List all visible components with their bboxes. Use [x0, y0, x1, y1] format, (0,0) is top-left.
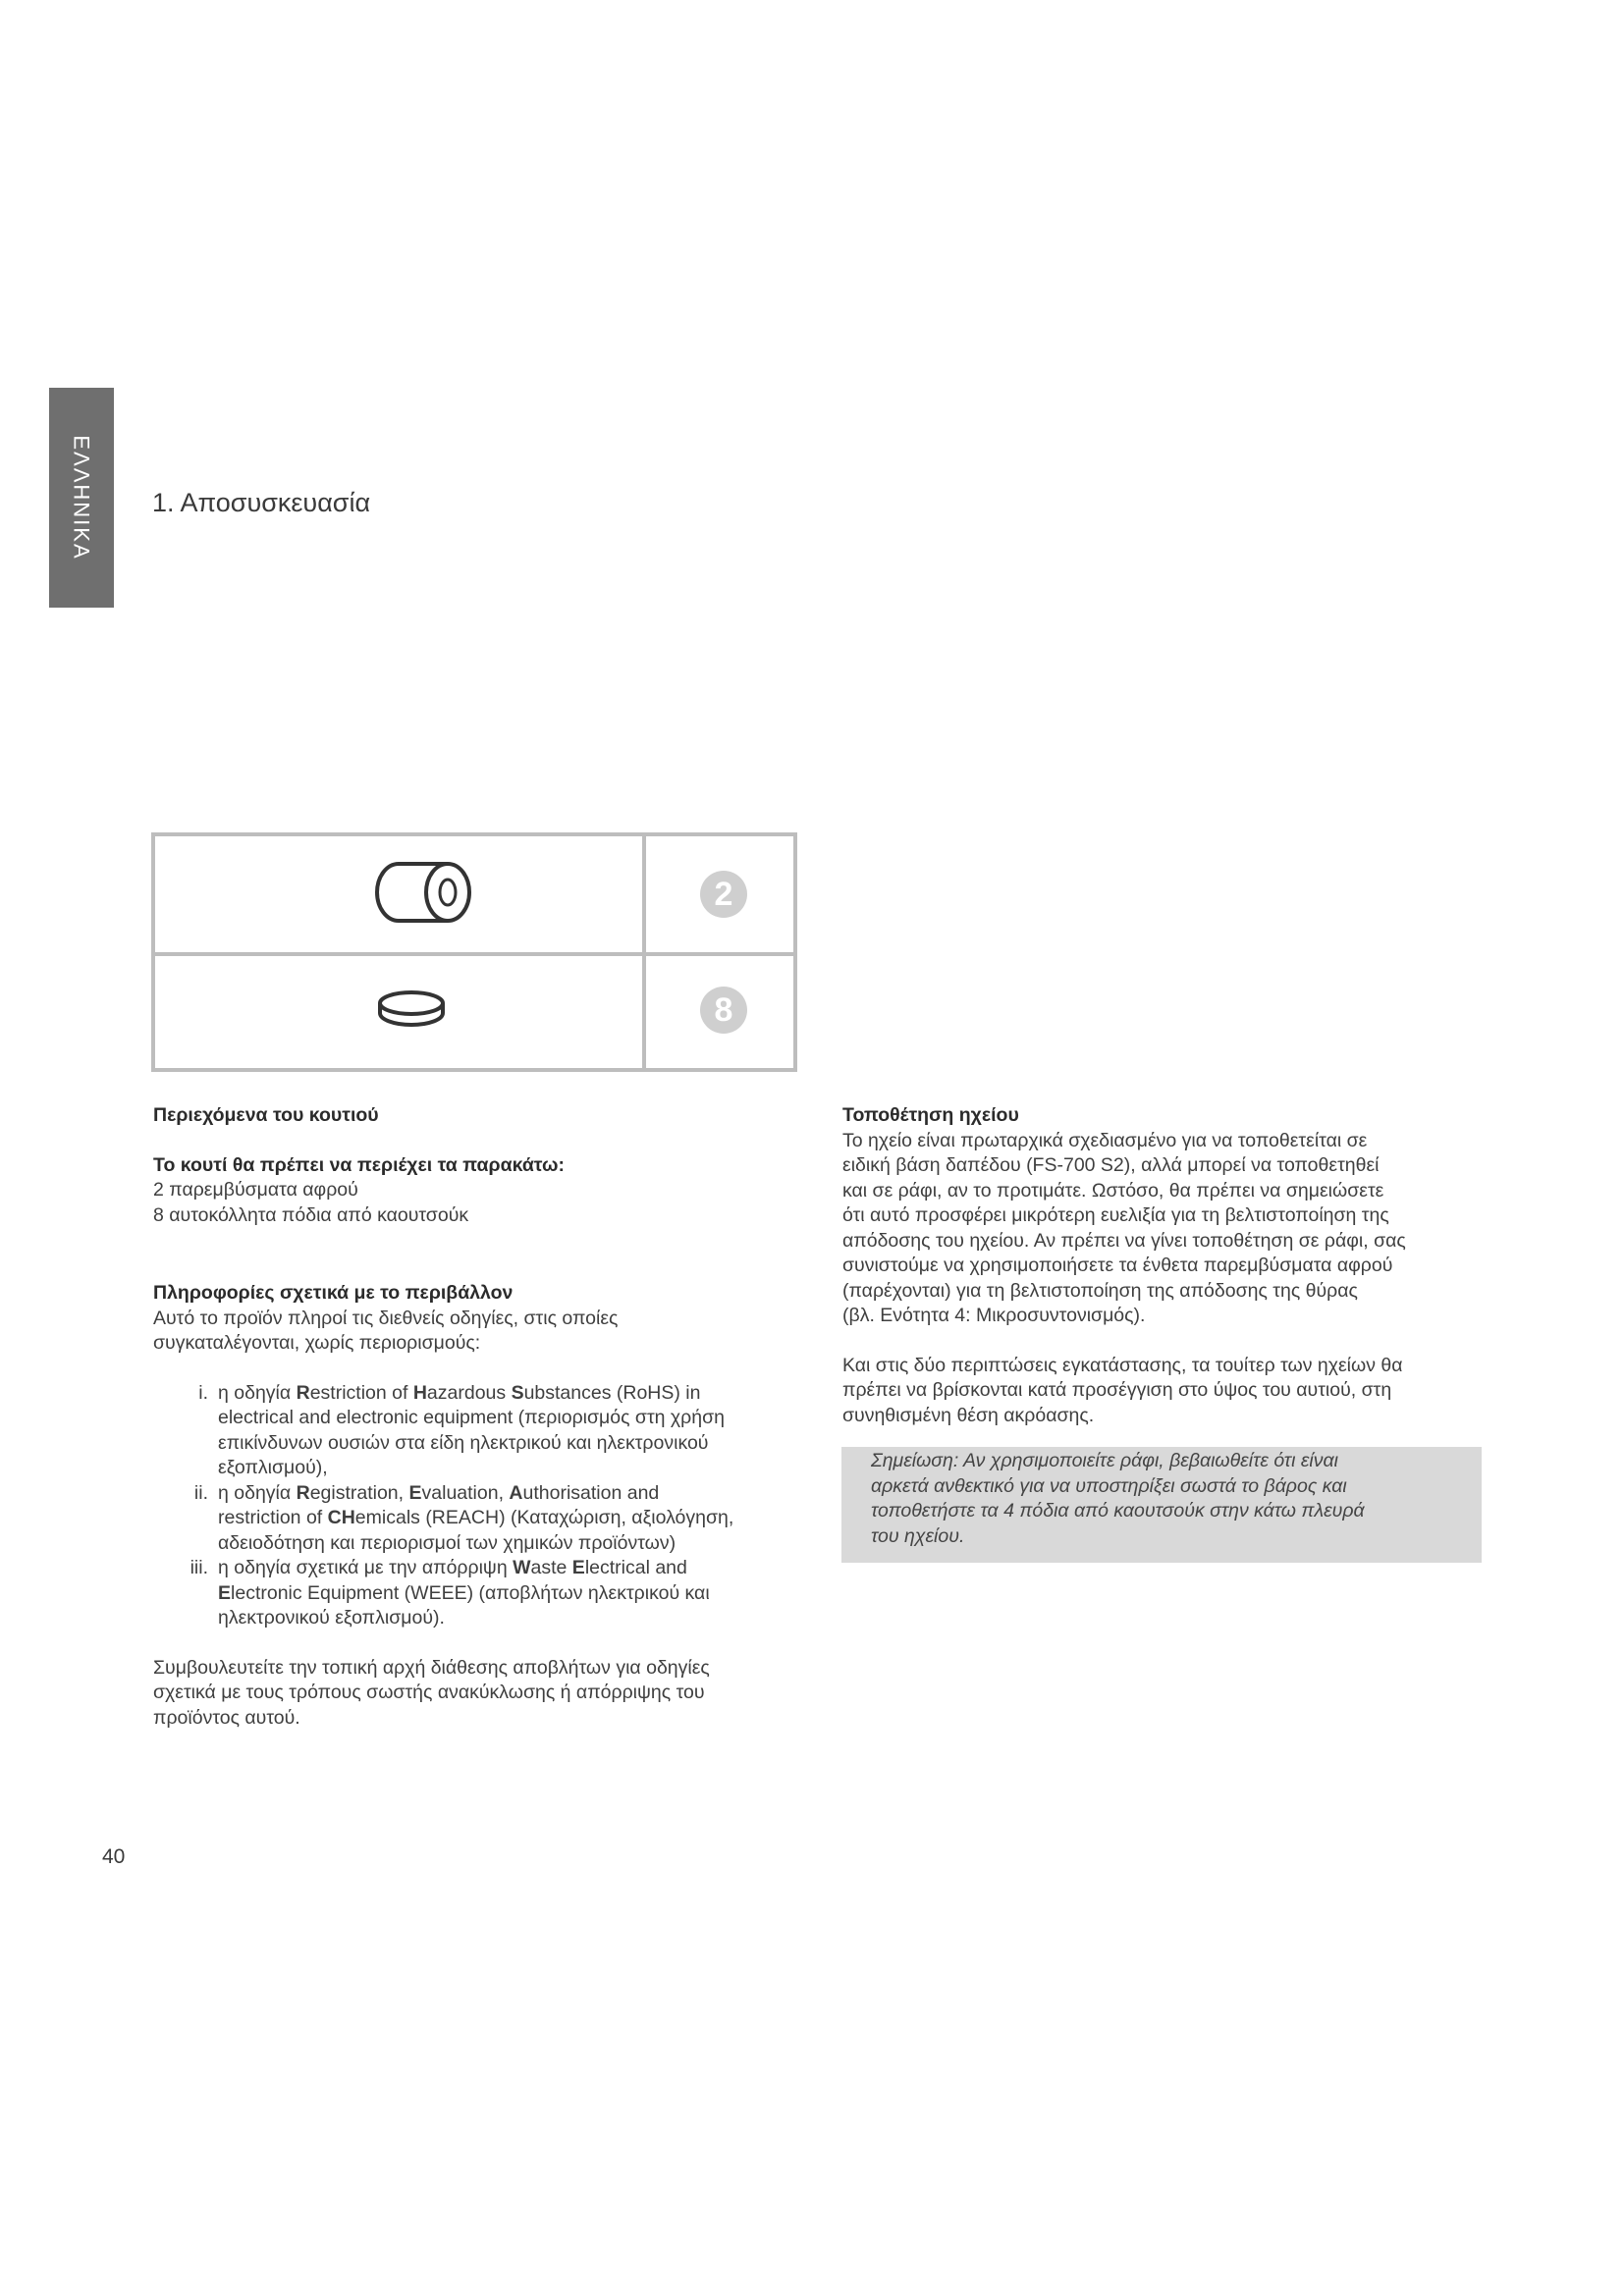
rubber-foot-icon	[373, 988, 450, 1032]
speaker-placement-heading: Τοποθέτηση ηχείου	[842, 1104, 1019, 1126]
environment-heading: Πληροφορίες σχετικά με το περιβάλλον	[153, 1282, 514, 1304]
directive-list	[157, 1381, 821, 1631]
language-tab-label: ΕΛΛΗΝΙΚΑ	[70, 435, 94, 561]
count-badge: 8	[700, 987, 747, 1034]
right-column	[842, 1103, 1510, 1428]
directive-item-rohs: i. η οδηγία Restriction of Hazardous Substances (RoHS) in electrical and electronic equipment (περιορισμός στη χρήση επικίνδυνων ουσιών στα είδη ηλεκτρικού και ηλεκτρονικού εξοπλισμού),	[198, 1381, 725, 1478]
directive-item-reach: ii. η οδηγία Registration, Evaluation, Authorisation and restriction of CHemicals (REACH) (Καταχώριση, αξιολόγηση, αδειοδότηση και περιορισμοί των χημικών προϊόντων)	[193, 1481, 734, 1554]
placement-paragraph: Το ηχείο είναι πρωταρχικά σχεδιασμένο για να τοποθετείται σε ειδική βάση δαπέδου (FS-700 S2), αλλά μπορεί να τοποθετηθεί και σε ράφι, αν το προτιμάτε. Ωστόσο, θα πρέπει να σημειώσετε ότι αυτό προσφέρει μικρότερη ευελιξία για τη βελτιστοποίηση της απόδοσης του ηχείου. Αν πρέπει να γίνει τοποθέτηση σε ράφι, σας συνιστούμε να χρησιμοποιήσετε τα ένθετα παρεμβύσματα αφρού (παρέχονται) για τη βελτιστοποίηση της απόδοσης της θύρας (βλ. Ενότητα 4: Μικροσυντονισμός).	[842, 1129, 1406, 1326]
table-divider-horizontal	[155, 952, 793, 956]
foam-plug-icon	[369, 856, 477, 929]
box-contents-table	[151, 832, 797, 1072]
list-item: 8 αυτοκόλλητα πόδια από καουτσούκ	[153, 1203, 469, 1226]
count-badge: 2	[700, 871, 747, 918]
table-divider-vertical	[642, 836, 646, 1068]
note-text: Σημείωση: Αν χρησιμοποιείτε ράφι, βεβαιωθείτε ότι είναι αρκετά ανθεκτικό για να υποστηρίξει σωστά το βάρος και τοποθετήστε τα 4 πόδια από καουτσούκ στην κάτω πλευρά του ηχείου.	[871, 1450, 1365, 1547]
should-contain-heading: Το κουτί θα πρέπει να περιέχει τα παρακάτω:	[153, 1153, 565, 1176]
tweeter-height-paragraph: Και στις δύο περιπτώσεις εγκατάστασης, τα τουίτερ των ηχείων θα πρέπει να βρίσκονται κατά προσέγγιση στο ύψος του αυτιού, στη συνηθισμένη θέση ακρόασης.	[842, 1354, 1403, 1426]
language-tab	[49, 388, 114, 608]
directive-item-weee: iii. η οδηγία σχετικά με την απόρριψη Waste Electrical and Electronic Equipment (WEEE) (αποβλήτων ηλεκτρικού και ηλεκτρονικού εξοπλισμού).	[189, 1557, 710, 1629]
environment-intro-line: συγκαταλέγονται, χωρίς περιορισμούς:	[153, 1332, 481, 1354]
list-item: 2 παρεμβύσματα αφρού	[153, 1179, 358, 1201]
left-column	[153, 1103, 821, 1731]
environment-intro-line: Αυτό το προϊόν πληροί τις διεθνείς οδηγίες, στις οποίες	[153, 1307, 619, 1329]
section-title: 1. Αποσυσκευασία	[152, 488, 371, 517]
disposal-advice: Συμβουλευτείτε την τοπική αρχή διάθεσης αποβλήτων για οδηγίες σχετικά με τους τρόπους σωστής ανακύκλωσης ή απόρριψης του προϊόντος αυτού.	[153, 1656, 710, 1729]
page-number: 40	[102, 1845, 126, 1868]
box-contents-heading: Περιεχόμενα του κουτιού	[153, 1104, 379, 1126]
